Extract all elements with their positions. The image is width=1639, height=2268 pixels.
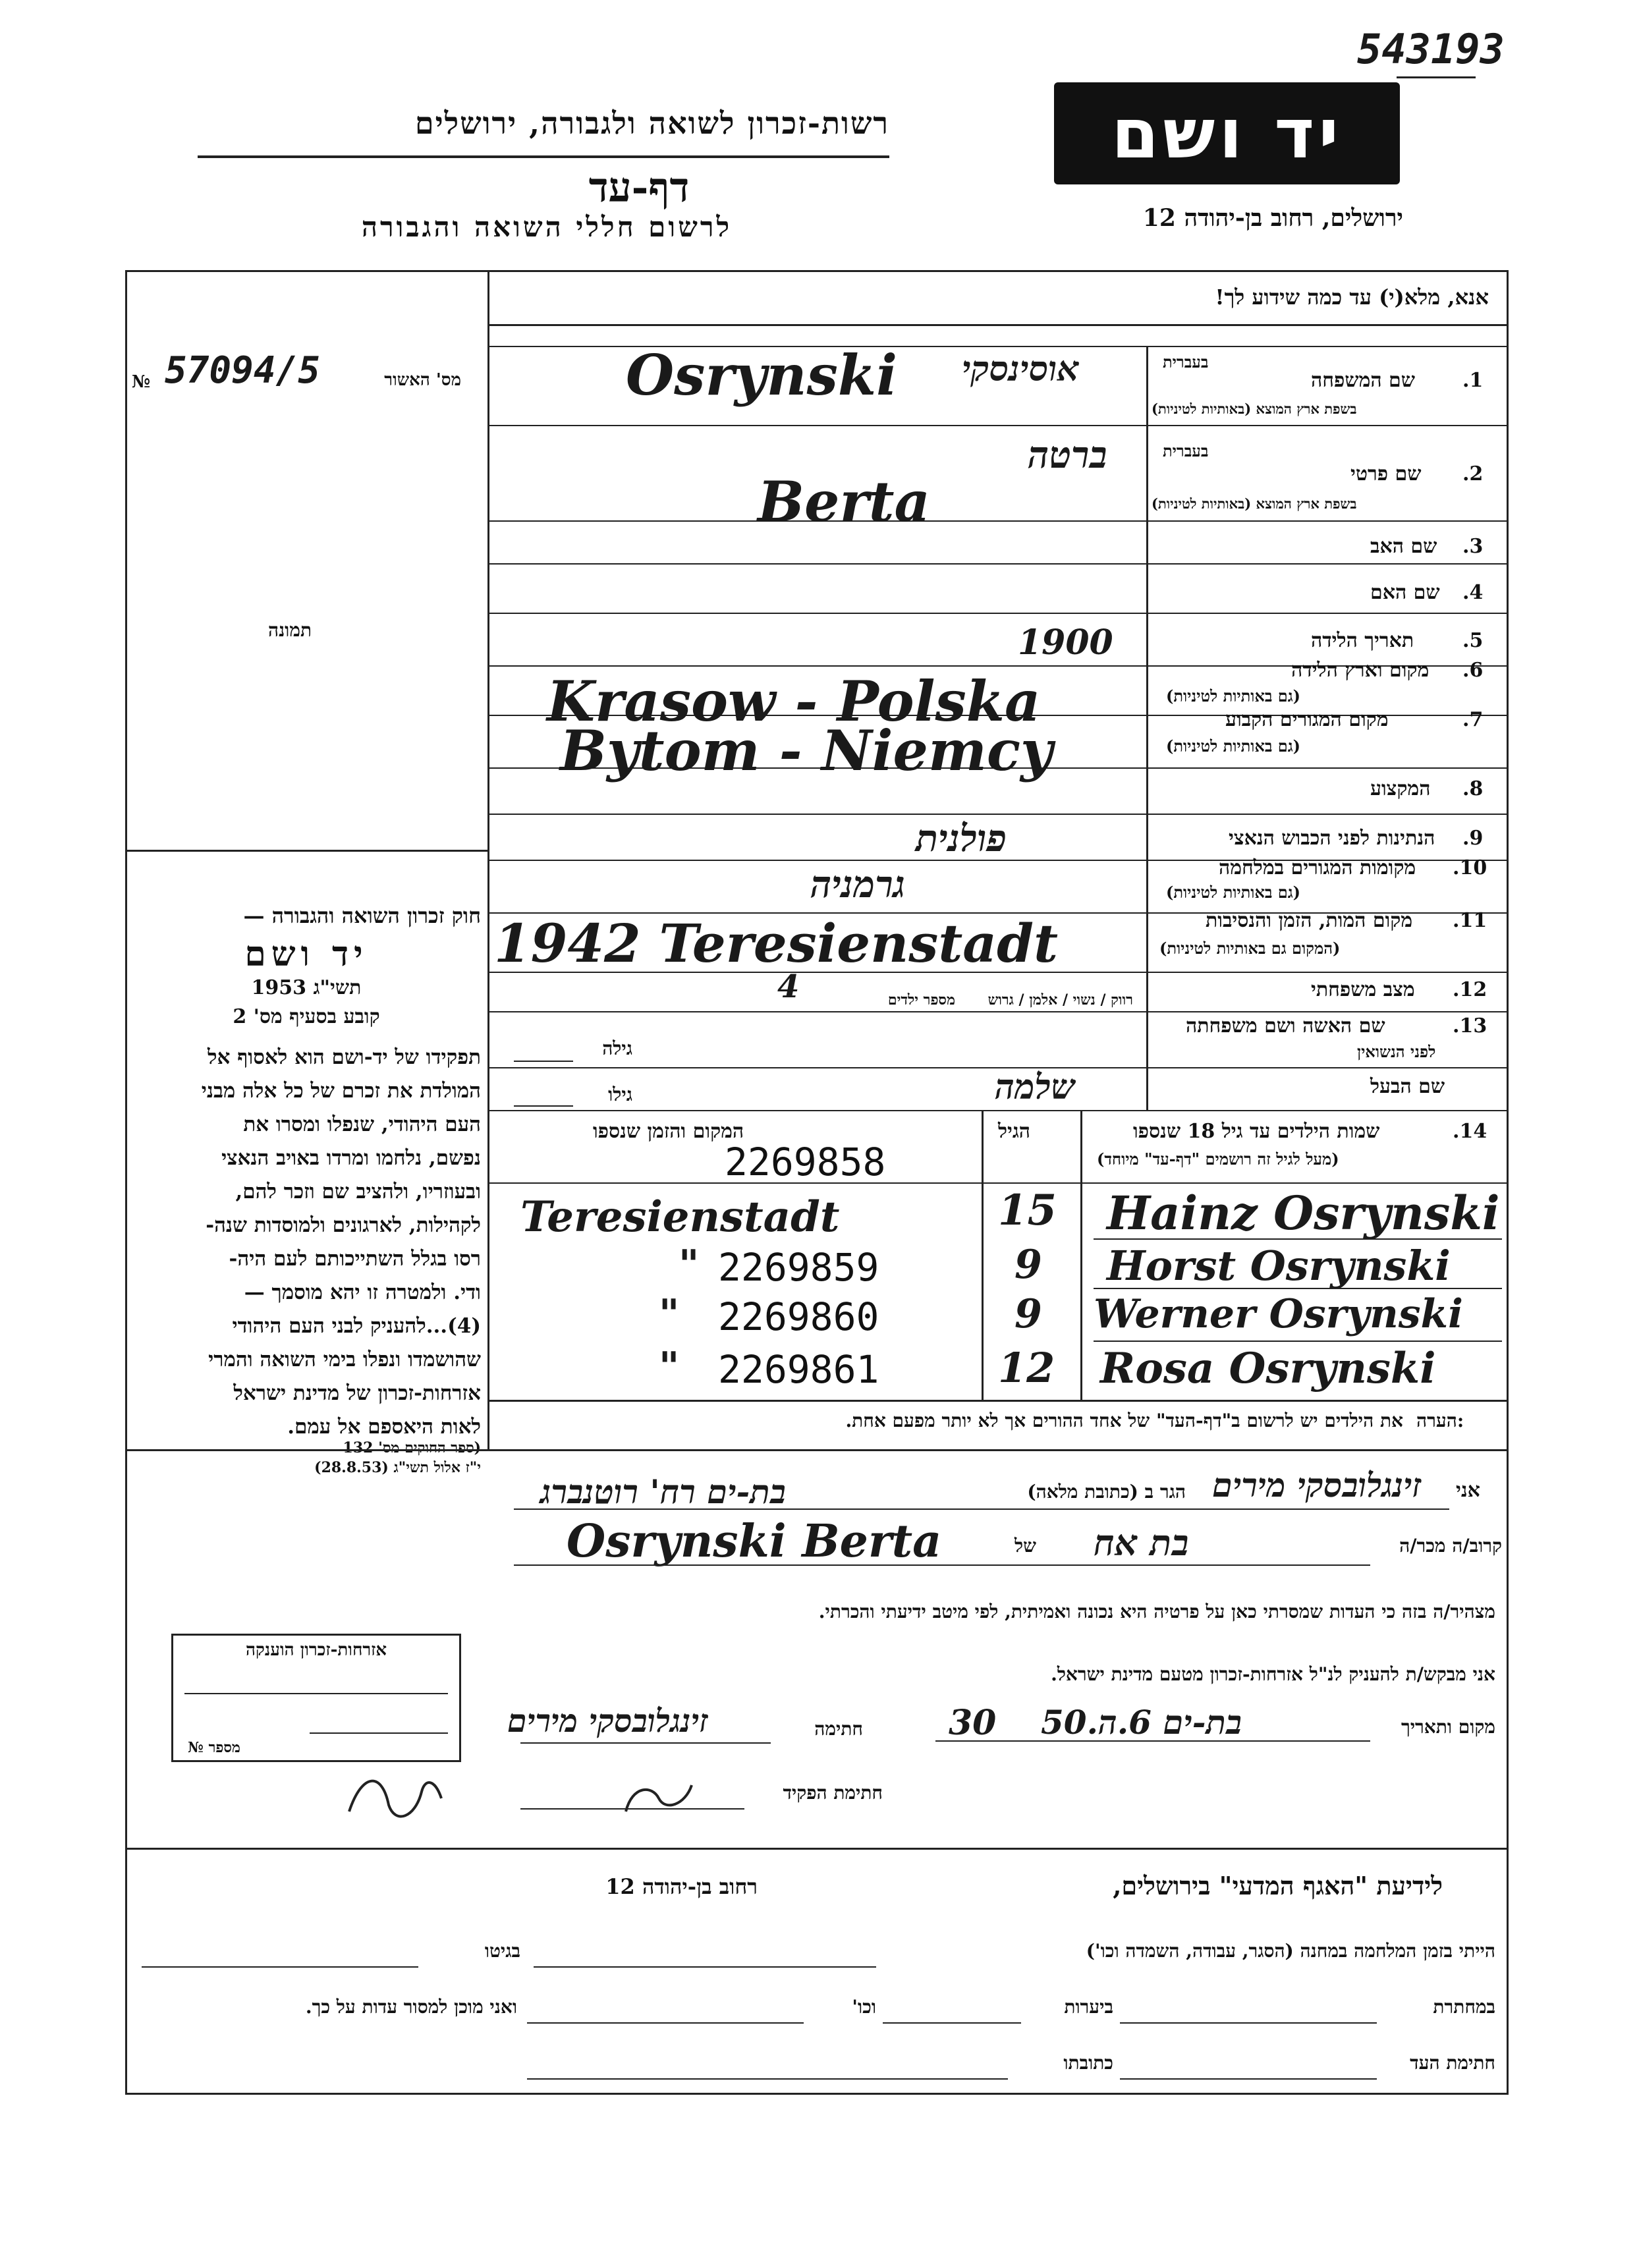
row-10-sub: (גם באותיות לטיניות)	[1166, 883, 1301, 902]
row-2-number: 2.	[1462, 462, 1484, 485]
row-4-number: 4.	[1462, 581, 1484, 604]
children-place-header: המקום והזמן שנספו	[593, 1120, 744, 1143]
science-line	[527, 2022, 804, 2024]
row-1-hebrew-sub: בעברית	[1163, 352, 1209, 372]
row-6-label: מקום וארץ הלידה	[1291, 659, 1430, 682]
row-10-number: 10.	[1453, 856, 1487, 879]
children-col-divider-1	[1080, 1110, 1082, 1400]
law-text-line: לקהילות, לארגונים ולמוסדות שנה-	[206, 1213, 481, 1237]
note-bottom-line	[125, 1449, 1509, 1451]
child-place: "	[679, 1242, 700, 1288]
husband-name: שלמה	[995, 1067, 1075, 1107]
row-12-number: 12.	[1453, 978, 1487, 1001]
row-9-number: 9.	[1462, 827, 1484, 850]
law-text-line: רסו בגלל השתייכותם לעם היה-	[229, 1247, 481, 1271]
reg-number-no: №	[132, 372, 151, 392]
row-13-sub: לפני הנשואין	[1357, 1042, 1436, 1061]
row-11-sub: (המקום גם באותיות לטיניות)	[1159, 939, 1341, 958]
children-count: 4	[777, 968, 800, 1005]
row-11-number: 11.	[1453, 909, 1487, 932]
science-line	[527, 2078, 1008, 2080]
row-line	[487, 613, 1509, 614]
row-9-label: הנתינות לפני הכבוש הנאצי	[1229, 827, 1435, 850]
science-address: רחוב בן-יהודה 12	[605, 1874, 758, 1899]
row-13-label: שם האשה ושם משפחתה	[1186, 1014, 1385, 1037]
row-6-number: 6.	[1462, 659, 1484, 682]
science-etc-label: וכו'	[852, 1996, 876, 2018]
child-age: 15	[998, 1186, 1057, 1235]
child-name: Hainz Osrynski	[1107, 1186, 1500, 1240]
surname-hebrew: אוסינסקי	[962, 349, 1079, 389]
wife-age-label: גילה	[602, 1037, 632, 1059]
row-4-label: שם האם	[1370, 581, 1440, 604]
row-line	[487, 563, 1509, 565]
science-address-label: כתובתו	[1063, 2052, 1113, 2074]
row-8-number: 8.	[1462, 777, 1484, 800]
child-place: Teresienstadt	[520, 1192, 840, 1242]
residing-label: הגר ב (כתובת מלאה)	[1027, 1481, 1186, 1503]
row-2-hebrew-sub: בעברית	[1163, 441, 1209, 460]
place-date-label: מקום ותאריך	[1401, 1716, 1495, 1738]
law-text-line: ובעוזריו, ולהציב שם וזכר להם,	[235, 1180, 481, 1203]
declaration-line	[514, 1508, 1449, 1510]
row-line	[487, 1110, 1509, 1111]
photo-label: תמונה	[267, 619, 312, 641]
children-label: שמות הילדים עד גיל 18 שנספו	[1133, 1120, 1380, 1143]
science-camp-label: הייתי בזמן המלחמה במחנה (הסגר, עבודה, השמדה וכו')	[1086, 1940, 1495, 1962]
row-7-sub: (גם באותיות לטיניות)	[1166, 736, 1301, 756]
law-text-line: שהושמדו ונפלו בימי השואה והמרי	[208, 1348, 481, 1371]
law-text-block	[132, 1041, 481, 1444]
science-line	[142, 1966, 418, 1968]
children-ref-number: 2269858	[725, 1140, 886, 1184]
law-title: חוק זכרון השואה והגבורה —	[243, 903, 481, 928]
law-text-line: ודי. ולמטרה זו יהא מוסמך —	[244, 1281, 481, 1304]
science-underground-label: במחתרת	[1433, 1996, 1495, 2018]
row-line	[487, 520, 1509, 522]
law-text-line: נפשם, נלחמו ומרדו באויב הנאצי	[221, 1146, 481, 1170]
place-date-value: בת-ים 6.ה.50	[1041, 1703, 1242, 1742]
reg-number-label: מס' האשור	[384, 370, 461, 390]
law-text-line: העם היהודי, שנפלו ומסרו את	[243, 1113, 481, 1136]
institution-name: רשות-זכרון לשואה ולגבורה, ירושלים	[414, 105, 889, 141]
child-age: 12	[998, 1344, 1055, 1392]
first-name-latin: Berta	[758, 469, 930, 534]
law-year: תשי"ג 1953	[251, 976, 362, 999]
row-line	[487, 1011, 1509, 1012]
signature-value: זינגלובסקי מירים	[507, 1703, 708, 1740]
science-line	[1120, 2078, 1377, 2080]
law-ref-1: (ספר החוקים מס' 132	[343, 1439, 481, 1456]
official-signature-label: חתימת הפקיד	[783, 1782, 883, 1804]
science-line	[1120, 2022, 1377, 2024]
official-signature-stroke	[626, 1785, 692, 1812]
note-text: את הילדים יש לרשום ב"דף-העד" של אחד ההורים אך לא יותר מפעם אחת.	[845, 1410, 1403, 1431]
note-label: הערה:	[1416, 1410, 1464, 1431]
children-sub: (מעל לגיל זה רושמים "דף-עד" מיוחד)	[1097, 1149, 1339, 1169]
intro-divider	[487, 324, 1509, 326]
relation-value: בת אח	[1094, 1522, 1189, 1564]
law-clause: קובע בסעיף מס' 2	[233, 1005, 380, 1028]
row-7-label: מקום המגורים הקבוע	[1225, 708, 1389, 731]
signature-label: חתימה	[814, 1718, 863, 1740]
row-13-number: 13.	[1453, 1014, 1487, 1037]
child-row-line	[1094, 1288, 1502, 1289]
husband-label: שם הבעל	[1370, 1075, 1445, 1098]
row-3-label: שם האב	[1370, 535, 1437, 558]
row-5-label: תאריך הלידה	[1311, 629, 1414, 652]
declarant-address: בת-ים רח' רוטנברג	[540, 1472, 786, 1511]
law-name: יד ושם	[244, 934, 368, 974]
law-text-line: תפקידו של יד-ושם הוא לאסוף אל	[208, 1045, 481, 1069]
marital-status-options: רווק / נשוי / אלמן / גרוש	[987, 991, 1133, 1009]
declaration-line	[514, 1564, 1370, 1566]
subject-name: Osrynski Berta	[567, 1515, 942, 1568]
first-name-hebrew: ברטה	[1028, 433, 1107, 477]
science-forest-label: ביערות	[1064, 1996, 1113, 2018]
citizenship-box-title: אזרחות-זכרון הוענקה	[245, 1640, 387, 1660]
birth-place: Krasow - Polska	[547, 669, 1041, 734]
science-line	[534, 1966, 876, 1968]
children-number: 14.	[1453, 1120, 1487, 1143]
row-1-number: 1.	[1462, 369, 1484, 392]
husband-age-label: גילו	[608, 1084, 632, 1105]
institution-underline	[198, 155, 889, 158]
relative-label: קרוב/ה מכר/ה	[1399, 1535, 1502, 1557]
wife-age-line	[514, 1061, 573, 1062]
surname-latin: Osrynski	[626, 343, 898, 408]
child-age: 9	[1014, 1291, 1042, 1337]
law-text-line: המולדת את זכרם של כל אלה מבני	[201, 1079, 481, 1103]
label-column-divider	[1146, 346, 1148, 1110]
child-place: "	[659, 1344, 680, 1390]
husband-age-line	[514, 1105, 573, 1107]
children-age-header: הגיל	[998, 1120, 1031, 1143]
child-name: Rosa Osrynski	[1100, 1344, 1436, 1393]
wartime-residence: גרמניה	[810, 863, 906, 906]
children-bottom-line	[487, 1400, 1509, 1402]
signature-line	[520, 1742, 771, 1744]
citizenship-box-line	[310, 1732, 448, 1734]
row-10-label: מקומות המגורים במלחמה	[1219, 856, 1416, 879]
child-place: "	[659, 1291, 680, 1337]
science-divider	[125, 1848, 1509, 1850]
row-12-label: מצב משפחתי	[1311, 978, 1415, 1001]
children-count-label: מספר ילדים	[887, 991, 955, 1009]
reg-number-value: 57094/5	[165, 349, 321, 392]
row-2-label: שם פרטי	[1350, 462, 1422, 485]
of-label: של	[1014, 1535, 1036, 1557]
row-1-label: שם המשפחה	[1311, 369, 1416, 392]
child-name: Werner Osrynski	[1094, 1291, 1463, 1337]
archive-number-underline	[1397, 76, 1476, 78]
row-1-latin-sub: בשפת ארץ המוצא (באותיות לטיניות)	[1152, 401, 1357, 417]
row-11-label: מקום המות, הזמן והנסיבות	[1206, 909, 1413, 932]
yad-vashem-logo	[1054, 82, 1400, 184]
child-ref: 2269860	[718, 1294, 879, 1339]
yad-vashem-logo-text: יד ושם	[1111, 93, 1343, 174]
row-8-label: המקצוע	[1370, 777, 1431, 800]
citizenship-box-line	[184, 1693, 448, 1694]
children-col-divider-2	[982, 1110, 984, 1400]
death-place-time: 1942 Teresienstadt	[494, 912, 1059, 974]
row-line	[487, 425, 1509, 426]
row-6-sub: (גם באותיות לטיניות)	[1166, 686, 1301, 705]
photo-bottom-line	[125, 850, 487, 852]
row-7-number: 7.	[1462, 708, 1484, 731]
child-row-line	[1094, 1238, 1502, 1240]
science-title: לידיעת "האגף המדעי" בירושלים,	[1113, 1871, 1443, 1900]
child-ref: 2269859	[718, 1245, 879, 1290]
day-value: 30	[949, 1703, 997, 1743]
form-intro: אנא, מלא(י) עד כמה שידוע לך!	[1215, 285, 1489, 310]
science-witness-signature-label: חתימת העד	[1410, 2052, 1495, 2074]
official-signature-scribble	[343, 1759, 751, 1838]
place-date-line	[935, 1740, 1370, 1742]
science-line	[883, 2022, 1021, 2024]
birth-date: 1900	[1018, 622, 1113, 663]
address: ירושלים, רחוב בן-יהודה 12	[1142, 204, 1403, 232]
children-header-line	[487, 1182, 1509, 1184]
form-title: דף-עד	[588, 163, 690, 211]
row-line	[487, 814, 1509, 815]
science-ghetto-label: בגיטו	[484, 1940, 520, 1962]
child-name: Horst Osrynski	[1107, 1242, 1451, 1290]
declaration-ani: אני	[1456, 1479, 1480, 1502]
declarant-name: זינגלובסקי מירים	[1212, 1466, 1422, 1505]
official-signature-stroke	[349, 1781, 441, 1817]
declaration-request: אני מבקש/ת להעניק לנ"ל אזרחות-זכרון מטעם מדינת ישראל.	[1051, 1663, 1495, 1685]
science-willing-label: ואני מוכן למסור עדות על כך.	[305, 1996, 517, 2018]
citizenship-box-number-label: № מספר	[188, 1739, 240, 1756]
archive-number: 543193	[1357, 25, 1505, 73]
row-5-number: 5.	[1462, 629, 1484, 652]
law-text-line: לאות היאספם אל עמם.	[287, 1415, 481, 1439]
row-3-number: 3.	[1462, 535, 1484, 558]
child-age: 9	[1014, 1242, 1042, 1288]
form-subtitle: לרשום חללי השואה והגבורה	[361, 211, 733, 243]
row-2-latin-sub: בשפת ארץ המוצא (באותיות לטיניות)	[1152, 495, 1357, 512]
law-text-line: (4)...להעניק לבני העם היהודי	[232, 1314, 481, 1338]
nationality: פולנית	[916, 817, 1007, 860]
permanent-residence: Bytom - Niemcy	[560, 718, 1053, 783]
declaration-statement: מצהיר/ה בזה כי העדות שמסרתי כאן על פרטיה היא נכונה ואמיתית, לפי מיטב ידיעתי והכרתי.	[818, 1601, 1495, 1622]
child-row-line	[1094, 1341, 1502, 1342]
law-text-line: אזרחות-זכרון של מדינת ישראל	[233, 1381, 481, 1405]
law-ref-2: י"ז אלול תשי"ג (28.8.53)	[314, 1459, 481, 1476]
child-ref: 2269861	[718, 1347, 879, 1392]
